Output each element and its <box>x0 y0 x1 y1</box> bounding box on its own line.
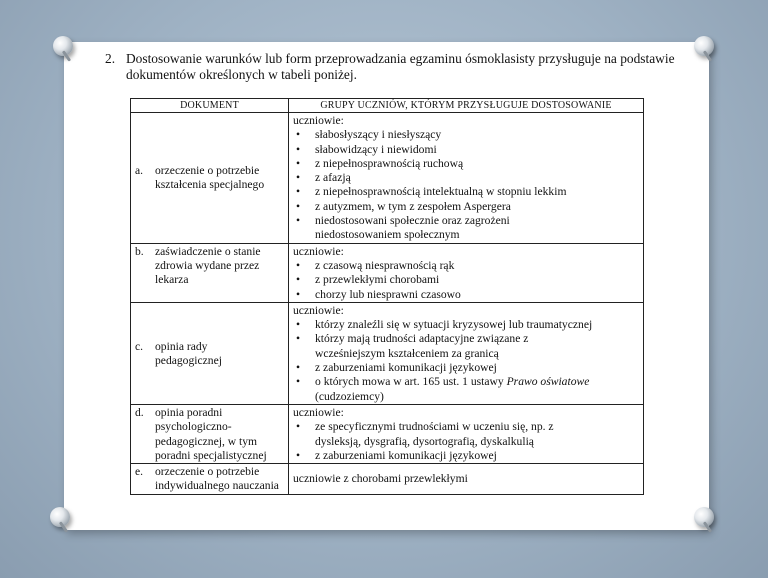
list-item: • z zaburzeniami komunikacji językowej <box>296 361 497 375</box>
list-item: • z przewlekłymi chorobami <box>296 273 440 287</box>
bullet-icon: • <box>296 361 301 375</box>
paragraph-text: Dostosowanie warunków lub form przeprowadzania egzaminu ósmoklasisty przysługuje na podstawie dokumentów określonych w tabeli poniżej. <box>126 51 675 82</box>
document-name: zaświadczenie o stanie zdrowia wydane przez lekarza <box>155 244 261 287</box>
row-letter: d. <box>135 405 144 419</box>
groups-cell <box>289 404 644 463</box>
document-cell <box>131 464 289 495</box>
table-header-row <box>131 99 644 113</box>
groups-lead: uczniowie z chorobami przewlekłymi <box>293 472 468 486</box>
document-cell <box>131 404 289 463</box>
document-cell <box>131 113 289 244</box>
list-item: • z zaburzeniami komunikacji językowej <box>296 448 497 462</box>
list-item: • którzy znaleźli się w sytuacji kryzysowej lub traumatycznej <box>296 318 593 332</box>
list-item: • słabowidzący i niewidomi <box>296 142 437 156</box>
bullet-icon: • <box>296 199 301 213</box>
groups-cell <box>289 302 644 404</box>
groups-list <box>293 128 640 242</box>
bullet-icon: • <box>296 287 301 301</box>
document-name: opinia poradni psychologiczno-pedagogicznej, w tym poradni specjalistycznej <box>155 405 267 462</box>
groups-list <box>293 318 640 404</box>
table-row <box>131 464 644 495</box>
groups-lead: uczniowie: <box>293 303 344 317</box>
intro-paragraph <box>105 51 685 83</box>
list-item: • ze specyficznymi trudnościami w uczeniu się, np. z dysleksją, dysgrafią, dysortografią, dyskalkulią <box>296 420 554 448</box>
pushpin-top-left-icon <box>53 36 73 56</box>
bullet-icon: • <box>296 142 301 156</box>
list-item: • z czasową niesprawnością rąk <box>296 258 455 272</box>
bullet-icon: • <box>296 214 301 228</box>
groups-cell <box>289 464 644 495</box>
list-item: • o których mowa w art. 165 ust. 1 ustawy Prawo oświatowe (cudzoziemcy) <box>296 375 590 403</box>
bullet-icon: • <box>296 128 301 142</box>
table-row <box>131 302 644 404</box>
groups-lead: uczniowie: <box>293 405 344 419</box>
document-page <box>64 42 709 530</box>
list-item: • słabosłyszący i niesłyszący <box>296 128 442 142</box>
header-student-groups: GRUPY UCZNIÓW, KTÓRYM PRZYSŁUGUJE DOSTOSOWANIE <box>289 99 644 113</box>
table-row <box>131 113 644 244</box>
header-document: DOKUMENT <box>131 99 289 113</box>
row-letter: e. <box>135 465 144 479</box>
list-item: • chorzy lub niesprawni czasowo <box>296 287 461 301</box>
list-item: • z afazją <box>296 171 351 185</box>
groups-list <box>293 420 640 463</box>
bullet-icon: • <box>296 375 301 389</box>
bullet-icon: • <box>296 420 301 434</box>
document-cell <box>131 243 289 302</box>
groups-lead: uczniowie: <box>293 244 344 258</box>
bullet-icon: • <box>296 156 301 170</box>
list-item: • którzy mają trudności adaptacyjne związane z wcześniejszym kształceniem za granicą <box>296 332 529 360</box>
row-letter: b. <box>135 244 144 258</box>
list-item: • z autyzmem, w tym z zespołem Aspergera <box>296 199 511 213</box>
groups-cell <box>289 113 644 244</box>
list-item: • niedostosowani społecznie oraz zagrożeni niedostosowaniem społecznym <box>296 214 510 242</box>
bullet-icon: • <box>296 171 301 185</box>
bullet-icon: • <box>296 332 301 346</box>
pushpin-bottom-right-icon <box>694 507 714 527</box>
groups-list <box>293 259 640 302</box>
bullet-icon: • <box>296 185 301 199</box>
table-row <box>131 243 644 302</box>
bullet-icon: • <box>296 318 301 332</box>
document-name: orzeczenie o potrzebie kształcenia specjalnego <box>155 164 265 192</box>
bullet-icon: • <box>296 273 301 287</box>
pushpin-top-right-icon <box>694 36 714 56</box>
document-name: opinia rady pedagogicznej <box>155 339 222 367</box>
row-letter: c. <box>135 339 144 353</box>
document-cell <box>131 302 289 404</box>
act-title: Prawo oświatowe <box>506 375 590 389</box>
adjustments-table <box>130 98 644 495</box>
groups-cell <box>289 243 644 302</box>
pushpin-bottom-left-icon <box>50 507 70 527</box>
bullet-icon: • <box>296 258 301 272</box>
row-letter: a. <box>135 164 144 178</box>
groups-lead: uczniowie: <box>293 114 344 127</box>
bullet-icon: • <box>296 448 301 462</box>
list-item: • z niepełnosprawnością ruchową <box>296 156 464 170</box>
paragraph-number: 2. <box>105 51 116 66</box>
table-row <box>131 404 644 463</box>
document-name: orzeczenie o potrzebie indywidualnego nauczania <box>155 465 279 493</box>
list-item: • z niepełnosprawnością intelektualną w stopniu lekkim <box>296 185 567 199</box>
